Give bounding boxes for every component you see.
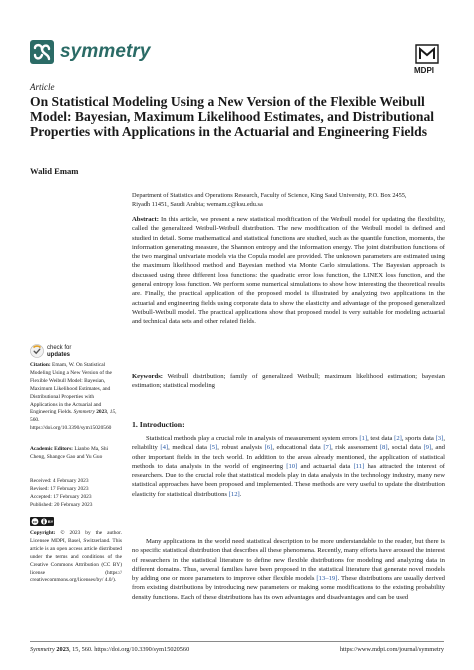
reference-link[interactable]: [10]: [286, 462, 298, 470]
reference-link[interactable]: [1]: [359, 435, 368, 442]
symmetry-logo-icon: [30, 40, 54, 64]
text-run: , risk assessment: [331, 444, 380, 452]
reference-link[interactable]: [3]: [435, 435, 444, 442]
citation-year: 2023: [96, 409, 107, 416]
article-title: On Statistical Modeling Using a New Version of the Flexible Weibull Model: Bayesian, Maximum Likelihood Estimates, and Distributional Properties with Applications in the Actuarial and Engineering Fields: [30, 94, 435, 139]
text-run: .: [239, 490, 242, 498]
svg-text:cc: cc: [32, 519, 38, 525]
check-line: check for: [47, 345, 72, 351]
date-accepted: Accepted: 17 February 2023: [30, 493, 92, 500]
affiliation-line: Riyadh 11451, Saudi Arabia; wemam.c@ksu.edu.sa: [132, 201, 263, 208]
intro-paragraph: [132, 537, 445, 602]
text-run: , medical data: [168, 444, 210, 452]
abstract: [132, 215, 445, 327]
citation-text: Emam, W. On Statistical Modeling Using a New Version of the Flexible Weibull Model: Bayesian, Maximum Likelihood Estimates, and Distributional Properties with Applications in the Actuarial and Engineering Fields.: [30, 362, 112, 416]
text-run: has attracted the interest of researchers. Due to the crucial role that statistical models play in data analysis in the technology industry, many new statistical approaches have been proposed and implemented. These methods are very useful to update the distribution elasticity for statistical distributions: [132, 462, 446, 498]
cc-by-license-icon[interactable]: [30, 517, 54, 526]
reference-link[interactable]: [7]: [323, 444, 332, 452]
footer-doi[interactable]: , 15, 560. https://doi.org/10.3390/sym15020560: [69, 646, 190, 653]
journal-name: symmetry: [60, 41, 151, 62]
reference-link[interactable]: [5]: [209, 444, 218, 452]
author-affiliation: [132, 191, 442, 209]
footer-divider: [30, 641, 444, 642]
editors-label: Academic Editors:: [30, 446, 73, 452]
text-run: Statistical methods play a crucial role in analysis of measurement system errors: [146, 435, 360, 442]
text-run: , sports data: [401, 435, 436, 442]
affiliation-line: Department of Statistics and Operations Research, Faculty of Science, King Saud University, P.O. Box 2455,: [132, 192, 407, 199]
footer-journal-url[interactable]: https://www.mdpi.com/journal/symmetry: [339, 646, 444, 653]
text-run: and actuarial data: [297, 462, 354, 470]
text-run: , educational data: [272, 444, 324, 452]
mdpi-logo-icon: [414, 43, 440, 65]
citation: Citation: Emam, W. On Statistical Modeling Using a New Version of the Flexible Weibull Model: Bayesian, Maximum Likelihood Estimates, and Distributional Properties with Applications in the Actuarial and Engineering Fields. Symmetry 2023, 15, 560. https://doi.org/10.3390/sym15020560: [30, 362, 117, 432]
copyright-text: © 2023 by the author. Licensee MDPI, Basel, Switzerland. This article is an open access article distributed under the terms and conditions of the Creative Commons Attribution (CC BY) license (https:// creativecommons.org/licenses/by/ 4.0/).: [30, 530, 122, 584]
check-for-updates-link[interactable]: [47, 345, 71, 358]
footer-journal: Symmetry: [30, 646, 55, 653]
citation-volume: 15: [109, 409, 116, 416]
citation-doi[interactable]: , 560. https://doi.org/10.3390/sym15020560: [30, 409, 117, 432]
reference-link[interactable]: [11]: [353, 462, 365, 470]
section-heading: 1. Introduction:: [132, 420, 185, 429]
copyright-notice: [30, 530, 122, 585]
text-run: , test data: [367, 435, 395, 442]
citation-journal: Symmetry: [73, 409, 95, 416]
article-type: Article: [30, 82, 55, 92]
copyright-label: Copyright:: [30, 530, 56, 536]
keywords: [132, 372, 445, 391]
footer-year: 2023: [56, 646, 69, 653]
abstract-label: Abstract:: [132, 216, 159, 223]
reference-link[interactable]: [13–19]: [316, 575, 338, 583]
reference-link[interactable]: [8]: [379, 444, 388, 452]
intro-paragraph: [132, 434, 445, 499]
reference-link[interactable]: [2]: [394, 435, 402, 442]
reference-link[interactable]: [4]: [160, 444, 169, 452]
date-revised: Revised: 17 February 2023: [30, 485, 89, 492]
text-run: , social data: [387, 444, 424, 452]
academic-editors: [30, 446, 122, 462]
svg-text:BY: BY: [47, 519, 54, 525]
keywords-label: Keywords:: [132, 373, 163, 380]
reference-link[interactable]: [12]: [228, 490, 240, 498]
date-received: Received: 4 February 2023: [30, 478, 89, 484]
keywords-text: Weibull distribution; family of generalized Weibull; maximum likelihood estimation; bayesian estimation; statistical modeling: [132, 373, 445, 390]
reference-link[interactable]: [9]: [423, 444, 432, 452]
text-run: , and other important fields in the tech world. In addition to the areas already mentioned, the application of statistical methods to data analysis in the world of engineering: [132, 444, 445, 470]
footer-citation: [30, 646, 189, 653]
author-name: Walid Emam: [30, 166, 79, 176]
text-run: , reliability: [132, 435, 445, 452]
check-line: updates: [47, 351, 71, 358]
check-for-updates-icon[interactable]: [30, 344, 44, 358]
text-run: Many applications in the world need statistical description to be more understandable to the reader, but there is no specific statistical distribution that describes all these phenomena. Recently, many efforts have aroused the interest of researchers in the statistical literature to define new flexible distributions for modeling and analyzing data in different domains. Thus, several families have been proposed in the statistical literature that generate novel models by adding one or more parameters to improve other flexible models: [132, 538, 445, 583]
text-run: . These distributions are usually derived from existing distributions by introducing new parameters or making some modifications to the existing probability density functions. Each of these distributions has its own advantages and disadvantages and can be used: [132, 575, 445, 601]
abstract-text: In this article, we present a new statistical modification of the Weibull model for updating the flexibility, called the generalized Weibull-Weibull distribution. The new modification of the Weibull model is defined and studied in detail. Some mathematical and statistical functions are studied, such as the quantile function, moments, the information generating measure, the Shannon entropy and the information energy. The joint distribution functions of the two marginal univariate models via the Copula model are provided. The unknown parameters are estimated using the maximum likelihood method and Bayesian method via Monte Carlo simulations. The Bayesian approach is discussed using three different loss functions: the quadratic error loss function, the LINEX loss function, and the general entropy loss function. We perform some numerical simulations to show how interesting the theoretical results are. Finally, the practical application of the proposed model is illustrated by analyzing two applications in the actuarial and engineering fields using corporate data to show the elasticity and advantage of the proposed generalized Weibull-Weibull model. The practical applications show that proposed model is very suitable for modeling actuarial and technical data sets and other related fields.: [132, 216, 445, 326]
publisher-name: MDPI: [414, 66, 434, 75]
editors-text: Lianbo Ma, Shi Cheng, Shangce Gao and Yu Guo: [30, 446, 109, 460]
date-published: Published: 20 February 2023: [30, 501, 93, 508]
text-run: , robust analysis: [217, 444, 265, 452]
publication-dates: [30, 478, 122, 510]
reference-link[interactable]: [6]: [264, 444, 273, 452]
citation-label: Citation:: [30, 362, 51, 368]
